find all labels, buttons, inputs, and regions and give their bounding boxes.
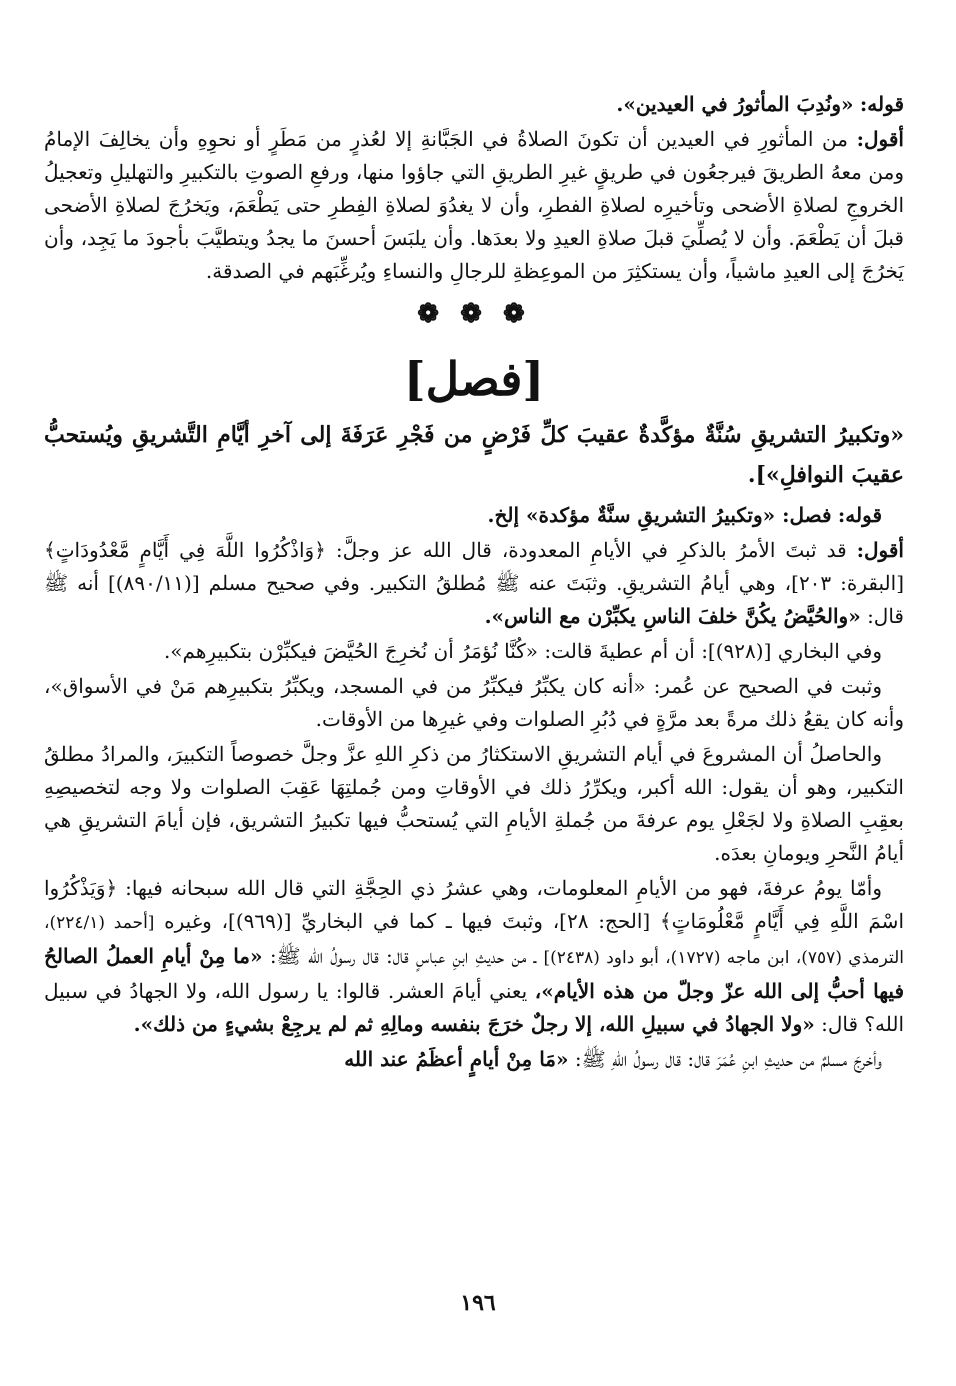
label-qawluhu: قوله: [837,503,882,527]
paragraph-qawluhu-eidain [44,88,904,121]
paragraph-qawluhu-tashriq [44,499,904,532]
paragraph-arafa [44,872,904,1041]
hadith-quote: «ما مِنْ أيامِ العملُ الصالحُ فيها أحبُّ إلى الله عزّ وجلّ من هذه الأيام»، [44,944,905,1003]
paragraph-text: وأمّا يومُ عرفةَ، فهو من الأيامِ المعلومات، وهي عشرُ ذي الحِجَّةِ التي قال الله سبحانه فيها: ﴿وَيَذْكُرُوا اسْمَ اللَّهِ فِي أَيَّامٍ مَّعْلُومَاتٍ﴾ [الحج: ٢٨]، وثبتَ فيها ـ كما في البخاريِّ [(٩٦٩)]، وغيره [44,876,904,933]
page-number: ١٩٦ [460,1290,496,1316]
section-title: [فصل] [403,352,545,406]
paragraph-aqulu-tashriq [44,534,904,633]
page-body [44,88,904,1078]
hadith-quote: «والحُيَّضُ يكُنَّ خلفَ الناسِ يكبِّرْن مع الناس». [484,604,861,628]
label-aqulu: أقول: [856,127,904,151]
hadith-quote: «ولا الجهادُ في سبيلِ الله، إلا رجلٌ خرَجَ بنفسه ومالِهِ ثم لم يرجِعْ بشيءٍ من ذلك». [133,1012,815,1036]
matn-text: «وتكبيرُ التشريقِ سُنَّةٌ مؤكَّدةٌ عقيبَ كلِّ فَرْضٍ من فَجْرِ عَرَفَةَ إلى آخرِ أيَّامِ التَّشريقِ ويُستحبُّ عقيبَ النوافلِ»]. [44,422,904,488]
references: [أحمد (٢٢٤/١)، الترمذي (٧٥٧)، ابن ماجه (١٧٢٧)، أبو داود (٢٤٣٨)] [44,913,905,968]
paragraph-muslim-ibn-umar [44,1043,904,1076]
paragraph-text: وفي البخاري [(٩٢٨)]: أن أم عطيةَ قالت: «كُنَّا نُؤمَرُ أن نُخرِجَ الحُيَّضَ فيكبِّرْن بتكبيرِهم». [163,639,882,663]
label-aqulu: أقول: [856,538,904,562]
paragraph-text: والحاصلُ أن المشروعَ في أيام التشريقِ الاستكثارُ من ذكرِ اللهِ عزَّ وجلَّ خصوصاً التكبيرَ، والمرادُ مطلقُ التكبير، وهو أن يقول: الله أكبر، ويكرِّرُ ذلك في الأوقاتِ ومن جُملتِهَا عَقِبَ الصلوات ولا وجه لتخصيصِهِ بعقِبِ الصلاةِ ولا لجَعْلِ يوم عرفةَ من جُملةِ الأيامِ التي يُستحبُّ فيها تكبيرُ التشريق، فإن أيامَ التشريقِ هي أيامُ النَّحرِ ويومانِ بعدَه. [44,742,905,865]
paragraph-text: وثبت في الصحيح عن عُمر: «أنه كان يكبِّرُ فيكبِّرُ من في المسجد، ويكبِّرُ بتكبيرِهم مَنْ في الأسواق»، وأنه كان يقعُ ذلك مرةً بعد مرَّةٍ في دُبُرِ الصلوات وفي غيرِها من الأوقات. [44,674,904,731]
paragraph-text: قد ثبتَ الأمرُ بالذكرِ في الأيامِ المعدودة، قال الله عز وجلَّ: ﴿وَاذْكُرُوا اللَّهَ فِي أَيَّامٍ مَّعْدُودَاتٍ﴾ [البقرة: ٢٠٣]، وهي أيامُ التشريقِ. وثبَتَ عنه ﷺ مُطلقُ التكبير. وفي صحيح مسلم [(٨٩٠/١١)] أنه ﷺ قال: [44,538,905,628]
paragraph-text: ـ من حديثِ ابنِ عباسٍ قال: قال رسولُ الله ﷺ: [269,944,537,968]
paragraph-text: من المأثورِ في العيدين أن تكونَ الصلاةُ في الجَبَّانةِ إلا لعُذرٍ من مَطَرٍ أو نحوِهِ وأن يخالِفَ الإمامُ ومن معهُ الطريقَ فيرجعُون في طريقٍ غيرِ الطريقِ التي جاؤوا منها، ورفعِ الصوتِ بالتكبيرِ والتهليلِ وتعجيلُ الخروجِ لصلاةِ الأضحى وتأخيرِه لصلاةِ الفطرِ، وأن لا يغدُوَ لصلاةِ الفِطرِ حتى يَطْعَمَ، ويَخرُجَ لصلاةِ الأضحى قبلَ أن يَطْعَمَ. وأن لا يُصلِّيَ قبلَ صلاةِ العيدِ ولا بعدَها. وأن يلبَسَ أحسنَ ما يجدُ ويتطيَّبَ بأجودَ ما يَجِد، وأن يَخرُجَ إلى العيدِ ماشياً، وأن يستكثِرَ من الموعِظةِ للرجالِ والنساءِ ويُرغِّبَهم في الصدقة. [44,127,904,283]
paragraph-text: وأخرجَ مسلمٌ من حديثِ ابنِ عُمَرَ قال: قال رسولُ اللهِ ﷺ: [574,1047,882,1071]
hadith-quote: «مَا مِنْ أيامٍ أعظَمُ عند الله [344,1047,569,1071]
paragraph-aqulu-eidain [44,123,904,288]
label-qawluhu: قوله: [859,92,904,116]
paragraph-hasil [44,738,904,870]
quoted-text: «ونُدِبَ المأثورُ في العيدين». [616,92,854,116]
quoted-text: فصل: «وتكبيرُ التشريقِ سنَّةٌ مؤكدة» إلخ. [487,503,832,527]
section-divider-stars: ❁ ❁ ❁ [417,299,531,329]
paragraph-bukhari-umm-atiyya [44,635,904,668]
paragraph-text: يعني أيامَ العشر. قالوا: يا رسول الله، ولا الجهادُ في سبيل الله؟ قال: [44,979,904,1036]
paragraph-umar [44,670,904,736]
